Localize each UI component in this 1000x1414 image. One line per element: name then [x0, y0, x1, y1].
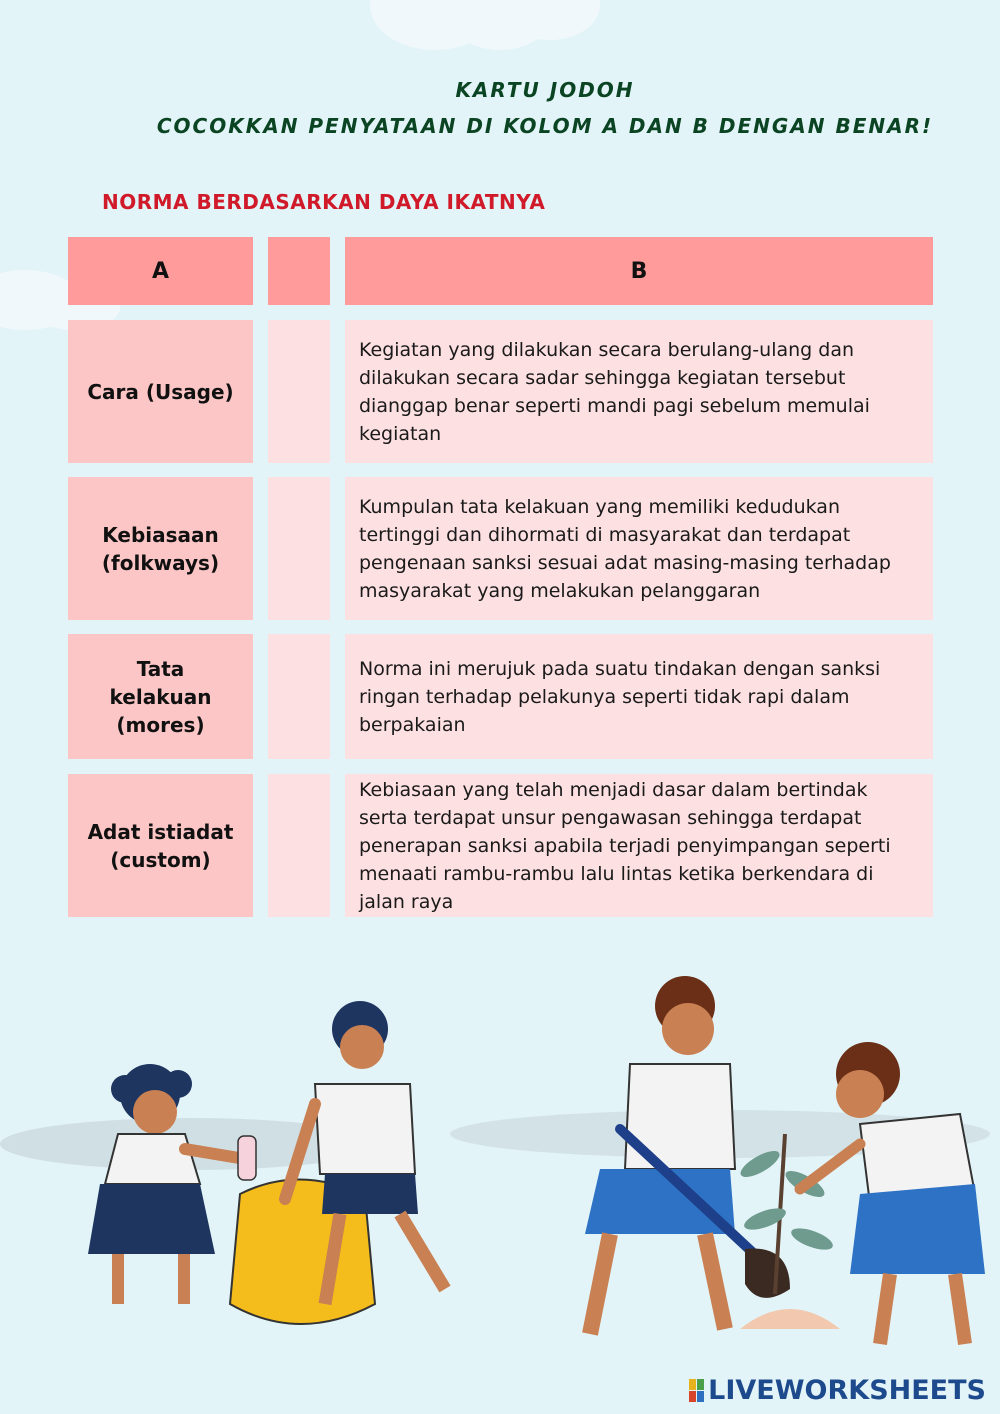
students-illustration [0, 944, 1000, 1414]
row-2-description: Kumpulan tata kelakuan yang memiliki kedudukan tertinggi dan dihormati di masyarakat dan terdapat pengenaan sanksi sesuai adat masing-masing terhadap masyarakat yang melakukan pelanggaran [345, 477, 933, 620]
answer-column-header [268, 237, 330, 305]
column-b-header: B [345, 237, 933, 305]
row-2-answer-slot[interactable] [268, 477, 330, 620]
page-title: KARTU JODOH [455, 78, 635, 102]
row-4-description: Kebiasaan yang telah menjadi dasar dalam bertindak serta terdapat unsur pengawasan sehingga terdapat penerapan sanksi apabila terjadi penyimpangan seperti menaati rambu-rambu lalu lintas ketika berkendara di jalan raya [345, 774, 933, 917]
liveworksheets-logo-icon [689, 1379, 704, 1402]
row-1-term: Cara (Usage) [68, 320, 253, 463]
logo-text: LIVEWORKSHEETS [708, 1375, 986, 1406]
plant-sapling-figure [737, 1134, 840, 1329]
row-4-answer-slot[interactable] [268, 774, 330, 917]
row-2-term: Kebiasaan (folkways) [68, 477, 253, 620]
row-3-answer-slot[interactable] [268, 634, 330, 759]
row-3-term: Tata kelakuan (mores) [68, 634, 253, 759]
column-a-header: A [68, 237, 253, 305]
section-subtitle: NORMA BERDASARKAN DAYA IKATNYA [102, 190, 546, 214]
page-instruction: COCOKKAN PENYATAAN DI KOLOM A DAN B DENGAN BENAR! [156, 114, 934, 138]
girl-planting-figure [800, 1042, 985, 1344]
girl-with-bottle-figure [88, 1064, 256, 1304]
row-1-answer-slot[interactable] [268, 320, 330, 463]
row-3-description: Norma ini merujuk pada suatu tindakan dengan sanksi ringan terhadap pelakunya seperti tidak rapi dalam berpakaian [345, 634, 933, 759]
row-1-description: Kegiatan yang dilakukan secara berulang-ulang dan dilakukan secara sadar sehingga kegiatan tersebut dianggap benar seperti mandi pagi sebelum memulai kegiatan [345, 320, 933, 463]
liveworksheets-logo [689, 1375, 986, 1406]
row-4-term: Adat istiadat (custom) [68, 774, 253, 917]
